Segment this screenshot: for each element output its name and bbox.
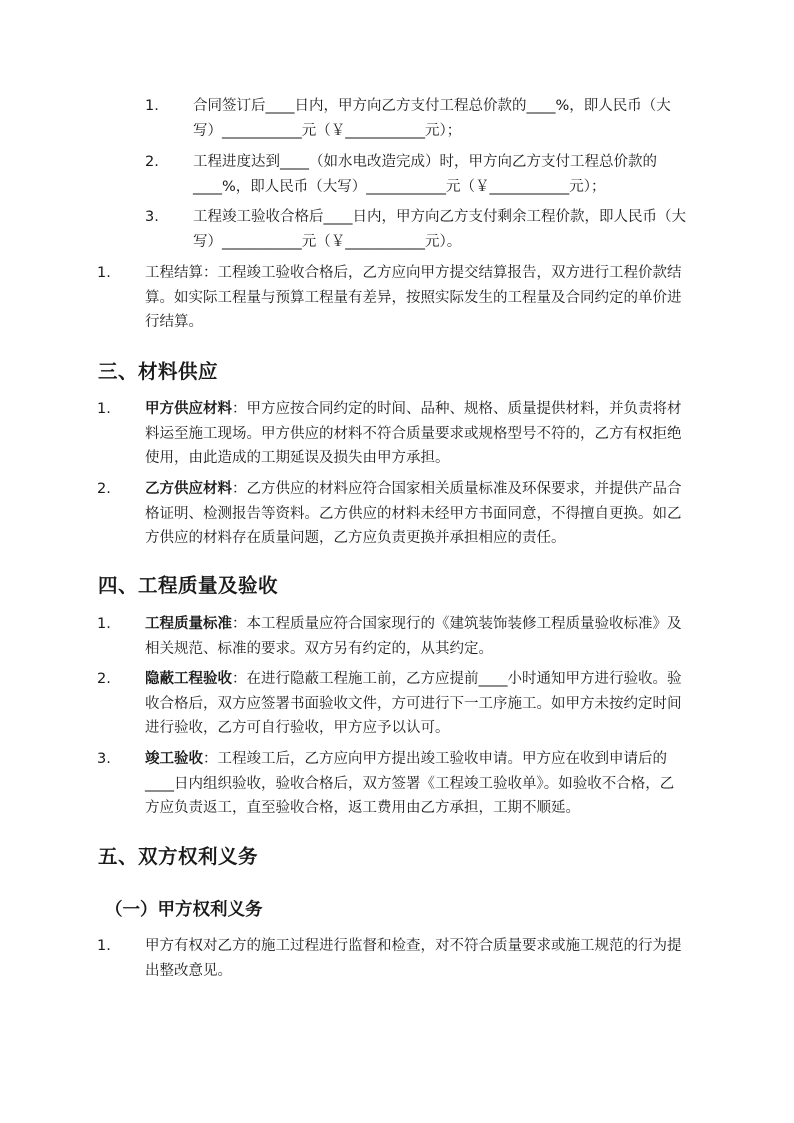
list-item xyxy=(193,150,657,199)
list-number: 2. xyxy=(97,671,111,687)
list-number: 1. xyxy=(97,401,111,417)
list-number: 2. xyxy=(97,481,111,497)
list-item-line: 相关规范、标准的要求。双方另有约定的，从其约定。 xyxy=(145,640,493,657)
list-item-line: 写）___________元（￥___________元）； xyxy=(193,122,462,139)
list-item xyxy=(145,477,682,551)
list-item xyxy=(145,747,674,821)
list-item-bold-label: 工程质量标准 xyxy=(145,616,232,632)
section-heading: 三、材料供应 xyxy=(98,360,219,383)
list-item-line: 出整改意见。 xyxy=(145,962,232,979)
list-item-line: 甲方供应材料：甲方应按合同约定的时间、品种、规格、质量提供材料，并负责将材 xyxy=(145,401,682,417)
list-item-bold-label: 隐蔽工程验收 xyxy=(145,671,232,687)
list-item-bold-label: 乙方供应材料 xyxy=(145,481,232,497)
list-item xyxy=(193,205,686,254)
list-item-line: 竣工验收：工程竣工后，乙方应向甲方提出竣工验收申请。甲方应在收到申请后的 xyxy=(145,751,667,767)
list-item-line: 乙方供应材料：乙方供应的材料应符合国家相关质量标准及环保要求，并提供产品合 xyxy=(145,481,682,497)
subsection-heading: （一）甲方权利义务 xyxy=(105,900,263,920)
list-item-line: 工程竣工验收合格后____日内，甲方向乙方支付剩余工程价款，即人民币（大 xyxy=(193,209,686,225)
list-item-line: 格证明、检测报告等资料。乙方供应的材料未经甲方书面同意，不得擅自更换。如乙 xyxy=(145,505,682,522)
list-item xyxy=(145,397,682,471)
list-item-line: 甲方有权对乙方的施工过程进行监督和检查，对不符合质量要求或施工规范的行为提 xyxy=(145,938,682,954)
list-item-line: 工程质量标准：本工程质量应符合国家现行的《建筑装饰装修工程质量验收标准》及 xyxy=(145,616,682,632)
list-item-line: 合同签订后____日内，甲方向乙方支付工程总价款的____%，即人民币（大 xyxy=(193,98,671,114)
list-item xyxy=(145,261,682,335)
list-number: 3. xyxy=(97,751,111,767)
list-item-line: 写）___________元（￥___________元）。 xyxy=(193,233,462,250)
list-item-line: 工程结算：工程竣工验收合格后，乙方应向甲方提交结算报告，双方进行工程价款结 xyxy=(145,265,682,281)
list-item-bold-label: 甲方供应材料 xyxy=(145,401,232,417)
list-item-line: 使用，由此造成的工期延误及损失由甲方承担。 xyxy=(145,450,450,466)
list-number: 1. xyxy=(97,265,111,281)
list-item-line: 行结算。 xyxy=(145,314,203,330)
list-item-line: 工程进度达到____（如水电改造完成）时，甲方向乙方支付工程总价款的 xyxy=(193,154,657,170)
list-item xyxy=(193,94,671,143)
list-item-line: 方应负责返工，直至验收合格，返工费用由乙方承担，工期不顺延。 xyxy=(145,800,580,816)
list-number: 1. xyxy=(145,98,159,114)
list-item-line: ____日内组织验收，验收合格后，双方签署《工程竣工验收单》。如验收不合格，乙 xyxy=(145,775,675,792)
list-item-line: 方供应的材料存在质量问题，乙方应负责更换并承担相应的责任。 xyxy=(145,530,566,546)
list-item-line: 收合格后，双方应签署书面验收文件，方可进行下一工序施工。如甲方未按约定时间 xyxy=(145,695,682,712)
list-item-bold-label: 竣工验收 xyxy=(145,751,203,767)
list-number: 1. xyxy=(97,938,111,954)
list-number: 3. xyxy=(145,209,159,225)
list-number: 1. xyxy=(97,616,111,632)
list-item-line: 算。如实际工程量与预算工程量有差异，按照实际发生的工程量及合同约定的单价进 xyxy=(145,289,682,306)
list-item-line: ____%，即人民币（大写）___________元（￥___________元）； xyxy=(193,178,606,195)
section-heading: 五、双方权利义务 xyxy=(98,845,259,868)
section-heading: 四、工程质量及验收 xyxy=(98,574,279,597)
list-number: 2. xyxy=(145,154,159,170)
list-item-line: 隐蔽工程验收：在进行隐蔽工程施工前，乙方应提前____小时通知甲方进行验收。验 xyxy=(145,671,682,687)
list-item xyxy=(145,612,682,661)
list-item xyxy=(145,667,682,741)
list-item xyxy=(145,934,682,983)
list-item-line: 进行验收，乙方可自行验收，甲方应予以认可。 xyxy=(145,720,450,736)
list-item-line: 料运至施工现场。甲方供应的材料不符合质量要求或规格型号不符的，乙方有权拒绝 xyxy=(145,425,682,442)
